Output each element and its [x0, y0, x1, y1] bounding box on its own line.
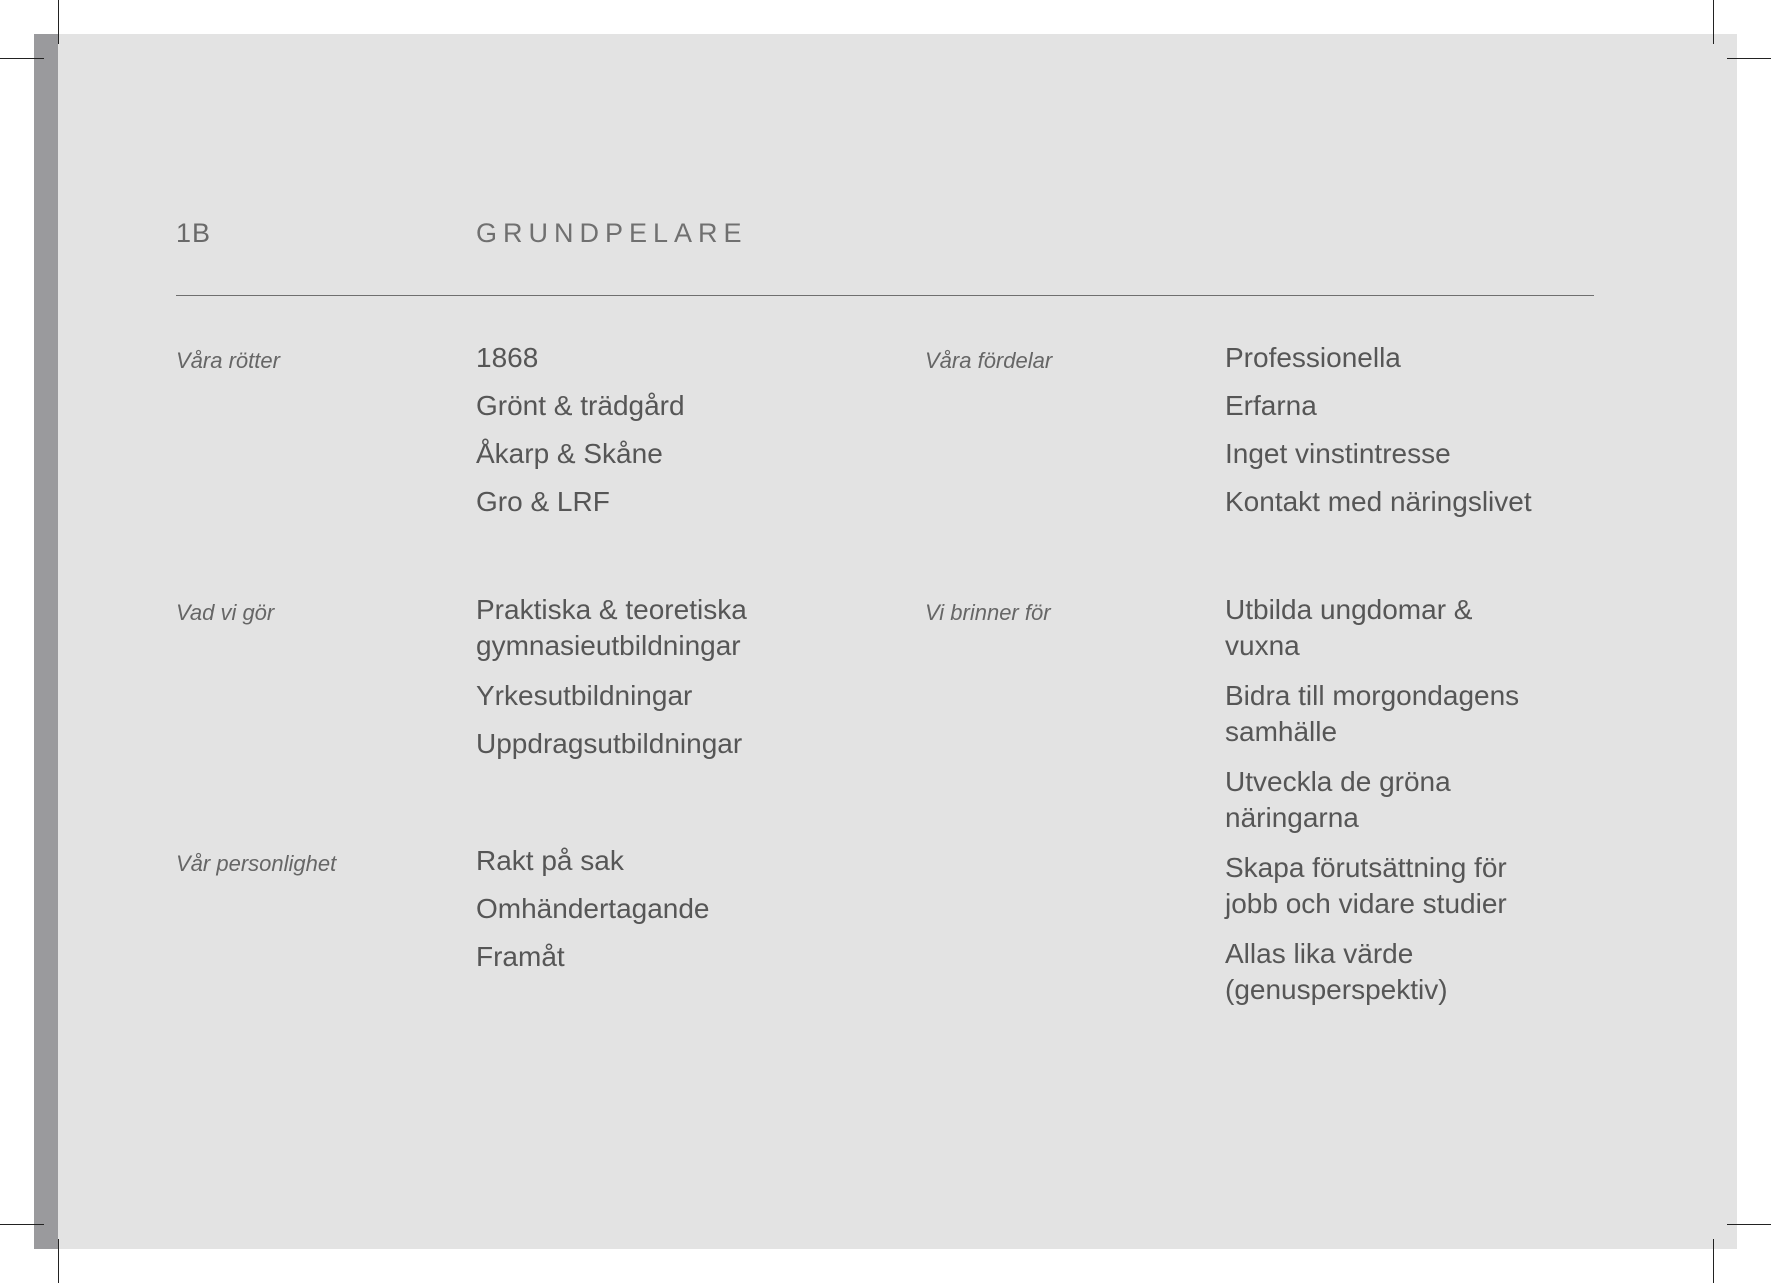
crop-mark: [1727, 58, 1771, 59]
page-title: GRUNDPELARE: [476, 218, 748, 248]
list-passion: [1225, 592, 1585, 1022]
list-item: Professionella: [1225, 342, 1401, 373]
list-advantages: [1225, 340, 1532, 532]
list-item: Erfarna: [1225, 390, 1317, 421]
list-item: Utbilda ungdomar & vuxna: [1225, 594, 1473, 661]
label-personality: Vår personlighet: [176, 851, 337, 876]
list-item: Inget vinstintresse: [1225, 438, 1451, 469]
list-item: Grönt & trädgård: [476, 390, 685, 421]
crop-mark: [1727, 1224, 1771, 1225]
binding-spine: [34, 34, 58, 1249]
list-personality: [476, 843, 710, 987]
label-advantages: Våra fördelar: [925, 348, 1053, 373]
list-item: Praktiska & teoretiska gymnasieutbildningar: [476, 594, 747, 661]
label-what-we-do: Vad vi gör: [176, 600, 275, 625]
crop-mark: [58, 0, 59, 44]
list-item: Rakt på sak: [476, 845, 624, 876]
list-what-we-do: [476, 592, 836, 774]
label-roots: Våra rötter: [176, 348, 280, 373]
list-item: Omhändertagande: [476, 893, 710, 924]
crop-mark: [1713, 1239, 1714, 1283]
list-item: Skapa förutsättning för jobb och vidare studier: [1225, 852, 1507, 919]
list-item: Åkarp & Skåne: [476, 438, 663, 469]
crop-mark: [0, 1224, 44, 1225]
list-item: Kontakt med näringslivet: [1225, 486, 1532, 517]
list-item: Gro & LRF: [476, 486, 610, 517]
label-passion: Vi brinner för: [925, 600, 1051, 625]
header-divider: [176, 295, 1594, 296]
list-item: Uppdragsutbildningar: [476, 728, 743, 759]
section-number: 1B: [176, 218, 212, 248]
list-item: Framåt: [476, 941, 565, 972]
list-item: Yrkesutbildningar: [476, 680, 693, 711]
crop-mark: [1713, 0, 1714, 44]
crop-mark: [58, 1239, 59, 1283]
list-item: Bidra till morgondagens samhälle: [1225, 680, 1520, 747]
list-item: Allas lika värde (genusperspektiv): [1225, 938, 1448, 1005]
list-roots: [476, 340, 685, 532]
list-item: Utveckla de gröna näringarna: [1225, 766, 1451, 833]
list-item: 1868: [476, 342, 539, 373]
crop-mark: [0, 58, 44, 59]
